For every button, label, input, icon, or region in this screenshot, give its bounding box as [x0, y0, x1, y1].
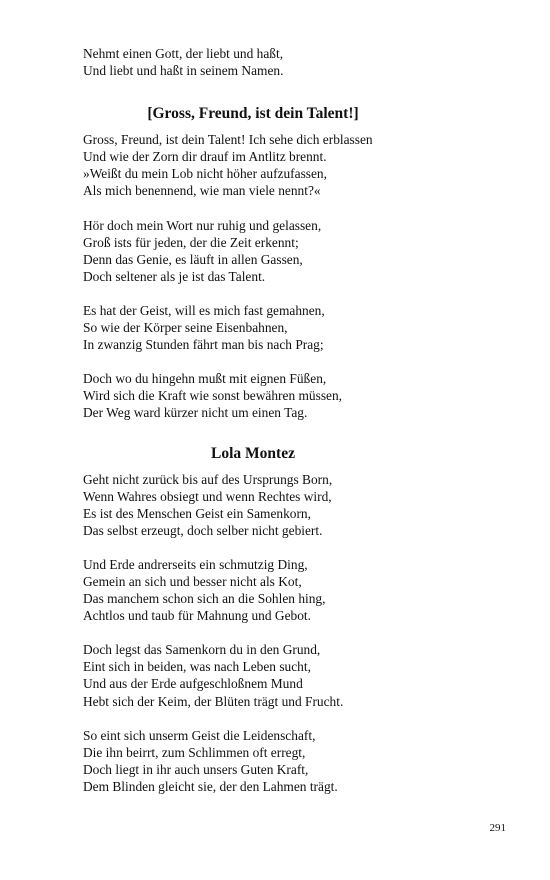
- poem-body: [83, 471, 503, 796]
- stanza-gap: [83, 285, 503, 302]
- verse-line: Wird sich die Kraft wie sonst bewähren müssen,: [83, 388, 343, 404]
- stanza: [83, 217, 503, 285]
- stanza: [83, 556, 503, 624]
- stanza: [83, 45, 503, 79]
- verse-line: So eint sich unserm Geist die Leidenschaft,: [83, 727, 316, 743]
- verse-line: Gemein an sich und besser nicht als Kot,: [83, 573, 302, 589]
- stanza: [83, 302, 503, 353]
- verse-line: Gross, Freund, ist dein Talent! Ich sehe dich erblassen: [83, 132, 373, 148]
- stanza: [83, 727, 503, 795]
- verse-line: »Weißt du mein Lob nicht höher aufzufassen,: [83, 166, 327, 182]
- page-number: 291: [489, 822, 506, 834]
- verse-line: Doch wo du hingehn mußt mit eignen Füßen,: [83, 371, 327, 387]
- poem-title: Lola Montez: [211, 444, 295, 462]
- verse-line: Denn das Genie, es läuft in allen Gassen,: [83, 251, 303, 267]
- verse-line: Der Weg ward kürzer nicht um einen Tag.: [83, 405, 308, 421]
- stanza-gap: [83, 710, 503, 727]
- verse-line: Eint sich in beiden, was nach Leben sucht,: [83, 659, 311, 675]
- stanza-gap: [83, 539, 503, 556]
- verse-line: Und Erde andrerseits ein schmutzig Ding,: [83, 556, 308, 572]
- book-page: [83, 45, 503, 795]
- verse-line: Hör doch mein Wort nur ruhig und gelassen,: [83, 217, 322, 233]
- verse-line: Achtlos und taub für Mahnung und Gebot.: [83, 608, 311, 624]
- verse-line: Und liebt und haßt in seinem Namen.: [83, 63, 284, 79]
- poem-body: [83, 131, 503, 421]
- verse-line: Die ihn beirrt, zum Schlimmen oft erregt,: [83, 744, 306, 760]
- verse-line: Und aus der Erde aufgeschloßnem Mund: [83, 676, 303, 692]
- verse-line: Es hat der Geist, will es mich fast gemahnen,: [83, 302, 325, 318]
- poem-gross-freund: [83, 105, 503, 421]
- verse-line: So wie der Körper seine Eisenbahnen,: [83, 320, 288, 336]
- stanza: [83, 131, 503, 199]
- stanza-gap: [83, 624, 503, 641]
- stanza: [83, 641, 503, 709]
- verse-line: Wenn Wahres obsiegt und wenn Rechtes wird,: [83, 488, 332, 504]
- stanza-gap: [83, 353, 503, 370]
- previous-poem-ending: [83, 45, 503, 79]
- verse-line: Als mich benennend, wie man viele nennt?«: [83, 183, 321, 199]
- verse-line: Doch legst das Samenkorn du in den Grund,: [83, 642, 321, 658]
- verse-line: Groß ists für jeden, der die Zeit erkennt;: [83, 234, 299, 250]
- verse-line: Das selbst erzeugt, doch selber nicht gebiert.: [83, 522, 323, 538]
- verse-line: Und wie der Zorn dir drauf im Antlitz brennt.: [83, 149, 327, 165]
- stanza: [83, 370, 503, 421]
- verse-line: Hebt sich der Keim, der Blüten trägt und Frucht.: [83, 693, 344, 709]
- poem-lola-montez: [83, 445, 503, 796]
- verse-line: Doch liegt in ihr auch unsers Guten Kraft,: [83, 761, 309, 777]
- verse-line: Dem Blinden gleicht sie, der den Lahmen trägt.: [83, 778, 338, 794]
- verse-line: In zwanzig Stunden fährt man bis nach Prag;: [83, 337, 324, 353]
- stanza-gap: [83, 200, 503, 217]
- verse-line: Nehmt einen Gott, der liebt und haßt,: [83, 46, 284, 61]
- poem-title: [Gross, Freund, ist dein Talent!]: [147, 105, 359, 123]
- verse-line: Doch seltener als je ist das Talent.: [83, 268, 266, 284]
- verse-line: Es ist des Menschen Geist ein Samenkorn,: [83, 505, 311, 521]
- stanza: [83, 471, 503, 539]
- verse-line: Geht nicht zurück bis auf des Ursprungs Born,: [83, 471, 333, 487]
- verse-line: Das manchem schon sich an die Sohlen hing,: [83, 591, 326, 607]
